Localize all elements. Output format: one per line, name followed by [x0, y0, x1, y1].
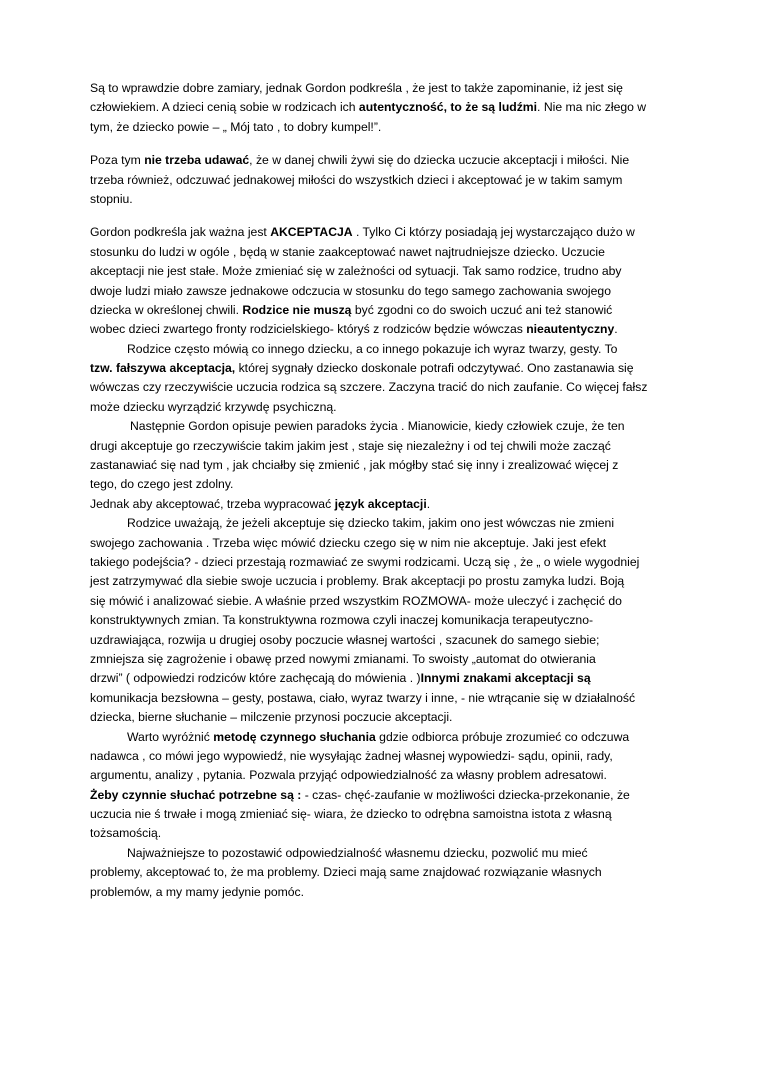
text-run: której sygnały dziecko doskonale potrafi odczytywać. Ono zastanawia się [235, 361, 634, 376]
text-line [90, 844, 690, 863]
text-line [90, 514, 690, 533]
document-body [90, 79, 690, 902]
text-run: człowiekiem. A dzieci cenią sobie w rodzicach ich [90, 100, 359, 115]
text-run: wówczas czy rzeczywiście uczucia rodzica są szczere. Zaczyna tracić do nich zaufanie. Co więcej fałsz [90, 380, 648, 395]
bold-text: Innymi znakami akceptacji są [420, 671, 591, 686]
text-line [90, 359, 690, 378]
text-run: gdzie odbiorca próbuje zrozumieć co odczuwa [375, 729, 630, 744]
text-line [90, 669, 690, 688]
text-line [90, 572, 690, 591]
text-run: Rodzice uważają, że jeżeli akceptuje się dziecko takim, jakim ono jest wówczas nie zmieni [127, 516, 615, 531]
text-line [90, 417, 690, 436]
text-line [90, 805, 690, 824]
text-run: . [426, 496, 431, 511]
text-line [90, 592, 690, 611]
text-line [90, 340, 690, 359]
text-line [90, 495, 690, 514]
text-run: dziecka, bierne słuchanie – milczenie przynosi poczucie akceptacji. [90, 710, 453, 725]
text-run: być zgodni co do swoich uczuć ani też stanowić [351, 302, 613, 317]
text-run: Następnie Gordon opisuje pewien paradoks życia . Mianowicie, kiedy człowiek czuje, że ten [130, 419, 625, 434]
bold-text: AKCEPTACJA [270, 225, 353, 240]
text-line [90, 553, 690, 572]
text-run: komunikacja bezsłowna – gesty, postawa, ciało, wyraz twarzy i inne, - nie wtrącanie się w działalność [90, 690, 636, 705]
text-line [90, 747, 690, 766]
bold-text: Żeby czynnie słuchać potrzebne są : [90, 787, 302, 802]
bold-text: tzw. fałszywa akceptacja, [90, 361, 236, 376]
text-run: akceptacji nie jest stałe. Może zmieniać się w zależności od sytuacji. Tak samo rodzice, trudno aby [90, 264, 622, 279]
text-line [90, 282, 690, 301]
text-run: drzwi” ( odpowiedzi rodziców które zachęcają do mówienia . ) [90, 671, 421, 686]
text-line [90, 378, 690, 397]
text-run: . Tylko Ci którzy posiadają jej wystarczająco dużo w [352, 225, 635, 240]
text-line [90, 151, 690, 170]
text-run: zmniejsza się zagrożenie i obawę przed nowymi zmianami. To swoisty „automat do otwierania [90, 651, 596, 666]
text-run: argumentu, analizy , pytania. Pozwala przyjąć odpowiedzialność za własny problem adresatowi. [90, 768, 607, 783]
text-line [90, 320, 690, 339]
text-run: - czas- chęć-zaufanie w możliwości dziecka-przekonanie, że [301, 787, 630, 802]
text-line [90, 223, 690, 242]
bold-text: metodę czynnego słuchania [213, 729, 376, 744]
text-run: nadawca , co mówi jego wypowiedź, nie wysyłając żadnej własnej wypowiedzi- sądu, opinii, rady, [90, 748, 613, 763]
text-run: . Nie ma nic złego w [537, 100, 647, 115]
paragraph-gap [90, 209, 690, 223]
text-run: trzeba również, odczuwać jednakowej miłości do wszystkich dzieci i akceptować je w takim samym [90, 172, 623, 187]
paragraph [90, 223, 690, 902]
paragraph [90, 79, 690, 137]
text-line [90, 243, 690, 262]
text-line [90, 262, 690, 281]
text-line [90, 534, 690, 553]
text-run: tożsamością. [90, 826, 162, 841]
text-run: się mówić i analizować siebie. A właśnie przed wszystkim ROZMOWA- może uleczyć i zachęcić do [90, 593, 622, 608]
text-run: uzdrawiająca, rozwija u drugiej osoby poczucie własnej wartości , szacunek do samego siebie; [90, 632, 600, 647]
text-run: Najważniejsze to pozostawić odpowiedzialność własnemu dziecku, pozwolić mu mieć [127, 845, 588, 860]
bold-text: nie trzeba udawać [144, 153, 250, 168]
bold-text: autentyczność, to że są ludźmi [358, 100, 538, 115]
text-line [90, 708, 690, 727]
text-line [90, 786, 690, 805]
text-line [90, 611, 690, 630]
text-line [90, 631, 690, 650]
text-run: . [614, 322, 618, 337]
text-line [90, 689, 690, 708]
text-run: swojego zachowania . Trzeba więc mówić dziecku czego się w nim nie akceptuje. Jaki jest efekt [90, 535, 607, 550]
text-line [90, 301, 690, 320]
text-line [90, 824, 690, 843]
text-line [90, 475, 690, 494]
text-run: tym, że dziecko powie – „ Mój tato , to dobry kumpel!”. [90, 119, 382, 134]
text-run: drugi akceptuje go rzeczywiście takim jakim jest , staje się niezależny i od tej chwili może zacząć [90, 438, 611, 453]
text-run: stopniu. [90, 191, 133, 206]
bold-text: nieautentyczny [526, 322, 615, 337]
text-line [90, 98, 690, 117]
paragraph-gap [90, 137, 690, 151]
text-run: tego, do czego jest zdolny. [90, 477, 234, 492]
bold-text: język akceptacji [334, 496, 427, 511]
text-line [90, 650, 690, 669]
paragraph [90, 151, 690, 209]
text-line [90, 456, 690, 475]
text-run: Rodzice często mówią co innego dziecku, a co innego pokazuje ich wyraz twarzy, gesty. To [127, 341, 618, 356]
text-run: Warto wyróżnić [127, 729, 214, 744]
text-line [90, 190, 690, 209]
bold-text: Rodzice nie muszą [242, 302, 352, 317]
text-run: problemów, a my mamy jedynie pomóc. [90, 884, 305, 899]
text-line [90, 766, 690, 785]
text-run: Gordon podkreśla jak ważna jest [90, 225, 271, 240]
text-run: zastanawiać się nad tym , jak chciałby się zmienić , jak mógłby stać się inny i zrealizować więcej z [90, 458, 619, 473]
text-run: dwoje ludzi miało zawsze jednakowe odczucia w stosunku do tego samego zachowania swojego [90, 283, 611, 298]
text-line [90, 883, 690, 902]
text-run: takiego podejścia? - dzieci przestają rozmawiać ze swymi rodzicami. Uczą się , że „ o wiele wygodniej [90, 554, 640, 569]
text-run: konstruktywnych zmian. Ta konstruktywna rozmowa czyli inaczej komunikacja terapeutyczno- [90, 613, 594, 628]
text-line [90, 863, 690, 882]
text-line [90, 171, 690, 190]
text-line [90, 728, 690, 747]
text-run: Poza tym [90, 153, 145, 168]
text-run: Jednak aby akceptować, trzeba wypracować [90, 496, 335, 511]
text-line [90, 437, 690, 456]
text-run: , że w danej chwili żywi się do dziecka uczucie akceptacji i miłości. Nie [249, 153, 630, 168]
text-run: uczucia nie ś trwałe i mogą zmieniać się- wiara, że dziecko to odrębna samoistna istota z własną [90, 807, 612, 822]
text-line [90, 398, 690, 417]
text-run: problemy, akceptować to, że ma problemy. Dzieci mają same znajdować rozwiązanie własnych [90, 865, 602, 880]
text-run: stosunku do ludzi w ogóle , będą w stanie zaakceptować nawet najtrudniejsze dziecko. Uczucie [90, 244, 605, 259]
text-line [90, 79, 690, 98]
text-line [90, 118, 690, 137]
text-run: jest zatrzymywać dla siebie swoje uczucia i problemy. Brak akceptacji po prostu zamyka ludzi. Boją [90, 574, 625, 589]
text-run: może dziecku wyrządzić krzywdę psychiczną. [90, 399, 337, 414]
text-run: dziecka w określonej chwili. [90, 302, 243, 317]
text-run: wobec dzieci zwartego fronty rodzicielskiego- któryś z rodziców będzie wówczas [90, 322, 527, 337]
text-run: Są to wprawdzie dobre zamiary, jednak Gordon podkreśla , że jest to także zapominanie, iż jest się [90, 81, 623, 95]
